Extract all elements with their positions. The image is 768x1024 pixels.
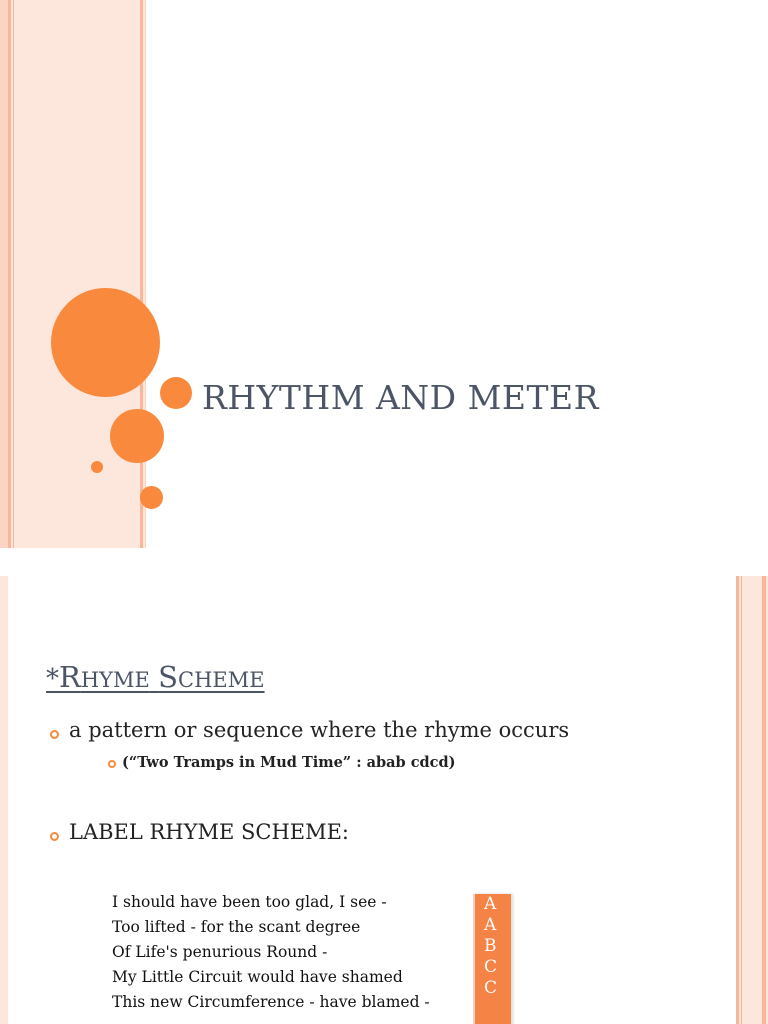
- rhyme-label: C: [484, 957, 498, 977]
- divider-line: [8, 0, 11, 576]
- decor-circle: [110, 409, 164, 463]
- divider-line: [762, 576, 766, 1024]
- decor-circle: [140, 486, 163, 509]
- divider-line: [13, 0, 14, 576]
- sub-bullet-icon: [108, 760, 116, 768]
- left-edge: [0, 576, 8, 1024]
- decor-circle: [160, 377, 192, 409]
- rhyme-label: A: [484, 894, 497, 914]
- poem-line: My Little Circuit would have shamed: [112, 968, 403, 986]
- slide-title: RHYTHM AND METER: [202, 378, 599, 417]
- content-slide: [0, 576, 768, 1024]
- heading-letter: S: [158, 660, 178, 694]
- poem-excerpt: [112, 890, 430, 1015]
- heading-letter: R: [59, 660, 81, 694]
- left-band: [0, 0, 146, 576]
- rhyme-label: A: [484, 915, 497, 935]
- heading-word: CHEME: [178, 668, 265, 692]
- poem-line: This new Circumference - have blamed -: [112, 993, 430, 1011]
- divider-line: [736, 576, 739, 1024]
- decor-circle-small: [91, 461, 103, 473]
- slide-heading: [46, 660, 265, 694]
- bullet-icon: [50, 730, 59, 739]
- heading-word: HYME: [80, 668, 150, 692]
- poem-line: I should have been too glad, I see -: [112, 893, 387, 911]
- divider-line: [741, 576, 742, 1024]
- rhyme-label: C: [484, 978, 498, 998]
- poem-line: Of Life's penurious Round -: [112, 943, 328, 961]
- bullet-icon: [50, 832, 59, 841]
- poem-line: Too lifted - for the scant degree: [112, 918, 361, 936]
- slide-bottom-gap: [0, 548, 768, 576]
- decor-circle-large: [51, 288, 160, 397]
- bullet-text: LABEL RHYME SCHEME:: [69, 820, 349, 844]
- rhyme-label-column: [473, 894, 511, 1024]
- bullet-text: a pattern or sequence where the rhyme occurs: [69, 718, 570, 742]
- sub-bullet-text: (“Two Tramps in Mud Time” : abab cdcd): [122, 754, 456, 771]
- rhyme-label: B: [484, 936, 497, 956]
- heading-prefix: *: [46, 664, 59, 694]
